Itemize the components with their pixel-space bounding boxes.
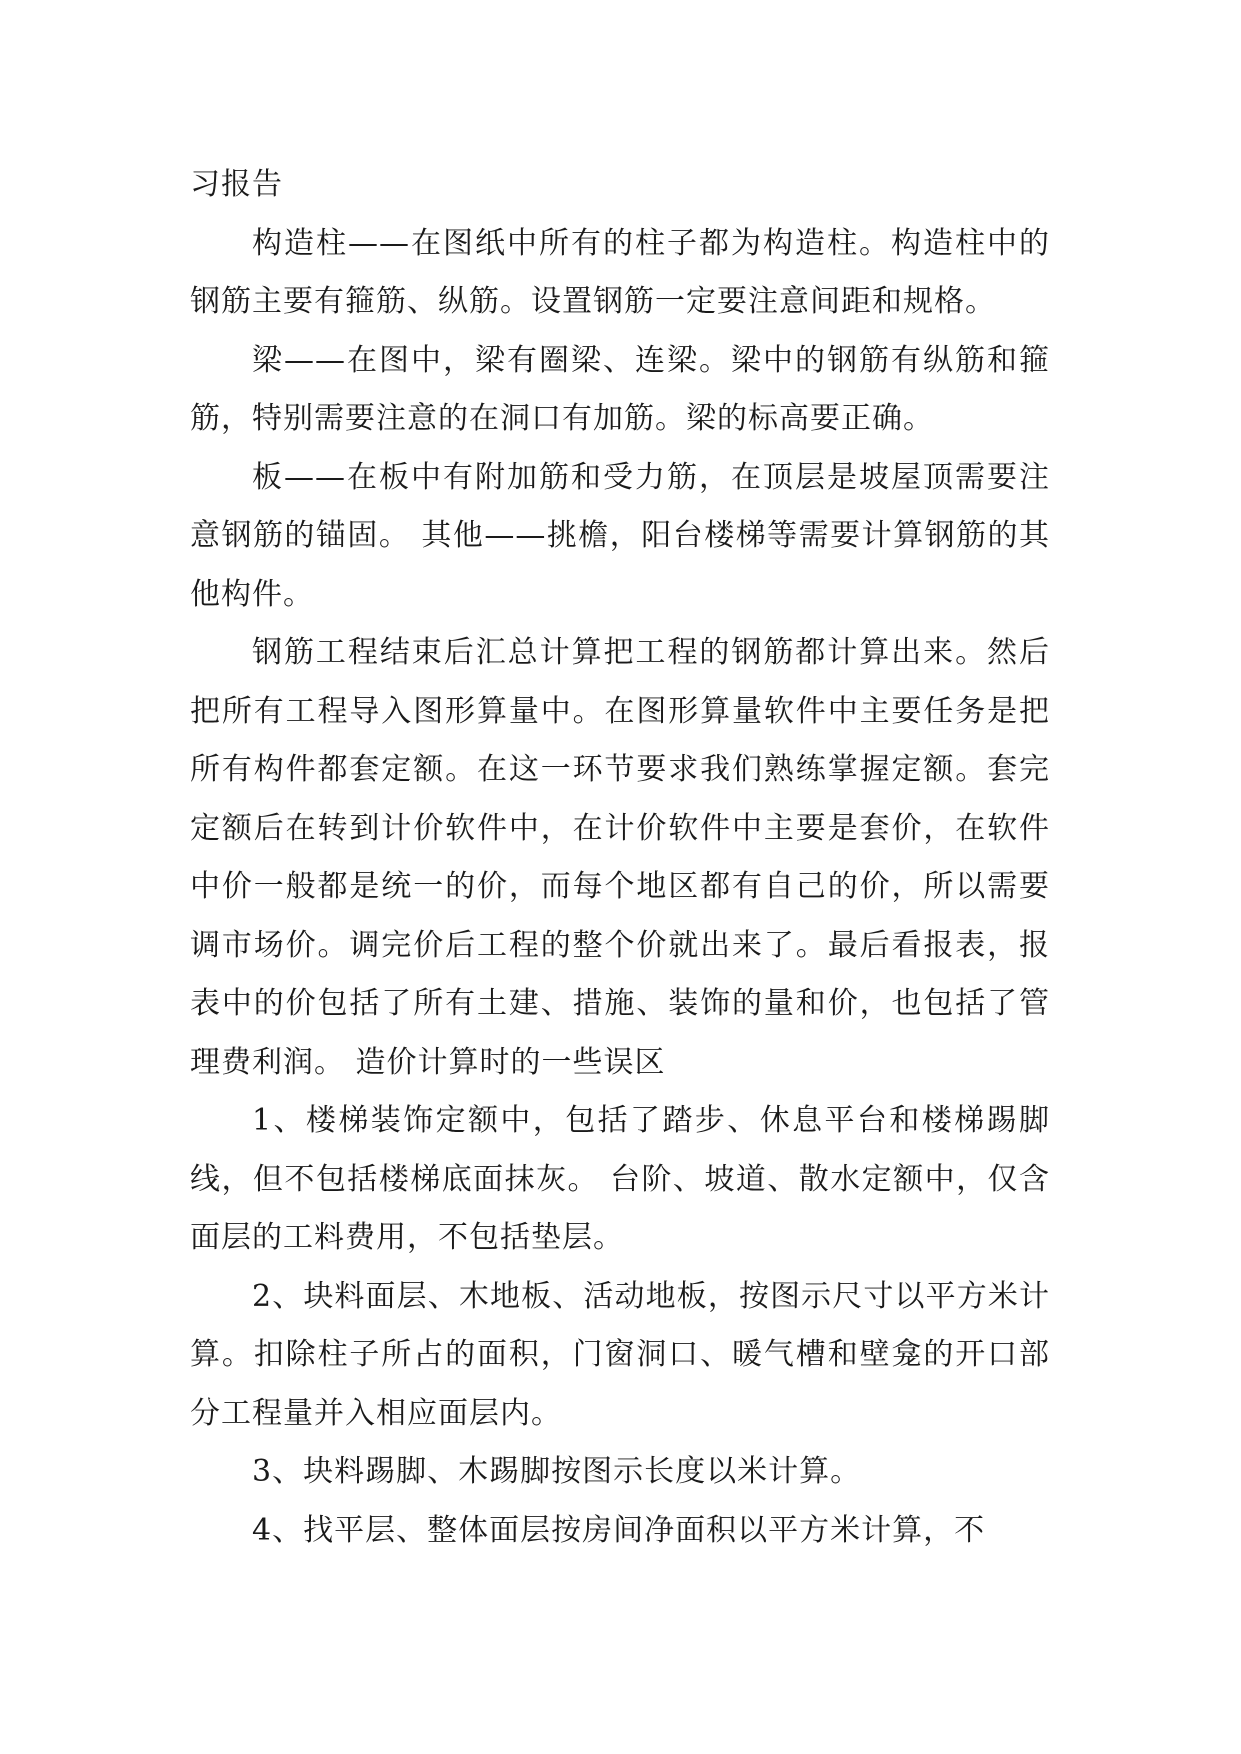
paragraph-heading-fragment: 习报告 — [190, 167, 283, 202]
paragraph-rebar-summary: 钢筋工程结束后汇总计算把工程的钢筋都计算出来。然后把所有工程导入图形算量中。在图形算量软件中主要任务是把所有构件都套定额。在这一环节要求我们熟练掌握定额。套完定额后在转到计价软件中，在计价软件中主要是套价，在软件中价一般都是统一的价，而每个地区都有自己的价，所以需要调市场价。调完价后工程的整个价就出来了。最后看报表，报表中的价包括了所有土建、措施、装饰的量和价，也包括了管理费利润。 造价计算时的一些误区 — [190, 635, 1050, 1080]
paragraph-constructional-column: 构造柱——在图纸中所有的柱子都为构造柱。构造柱中的钢筋主要有箍筋、纵筋。设置钢筋一定要注意间距和规格。 — [190, 225, 1050, 319]
paragraph-item-1: 1、楼梯装饰定额中，包括了踏步、休息平台和楼梯踢脚线，但不包括楼梯底面抹灰。 台阶、坡道、散水定额中，仅含面层的工料费用，不包括垫层。 — [190, 1103, 1050, 1255]
paragraph-item-2: 2、块料面层、木地板、活动地板，按图示尺寸以平方米计算。扣除柱子所占的面积，门窗洞口、暖气槽和壁龛的开口部分工程量并入相应面层内。 — [190, 1278, 1050, 1431]
paragraph-beam: 梁——在图中，梁有圈梁、连梁。梁中的钢筋有纵筋和箍筋，特别需要注意的在洞口有加筋。梁的标高要正确。 — [190, 342, 1050, 436]
paragraph-item-3: 3、块料踢脚、木踢脚按图示长度以米计算。 — [252, 1454, 862, 1489]
paragraph-slab: 板——在板中有附加筋和受力筋，在顶层是坡屋顶需要注意钢筋的锚固。 其他——挑檐，阳台楼梯等需要计算钢筋的其他构件。 — [190, 459, 1050, 612]
document-body — [190, 156, 1050, 1560]
paragraph-item-4: 4、找平层、整体面层按房间净面积以平方米计算，不 — [252, 1512, 986, 1548]
